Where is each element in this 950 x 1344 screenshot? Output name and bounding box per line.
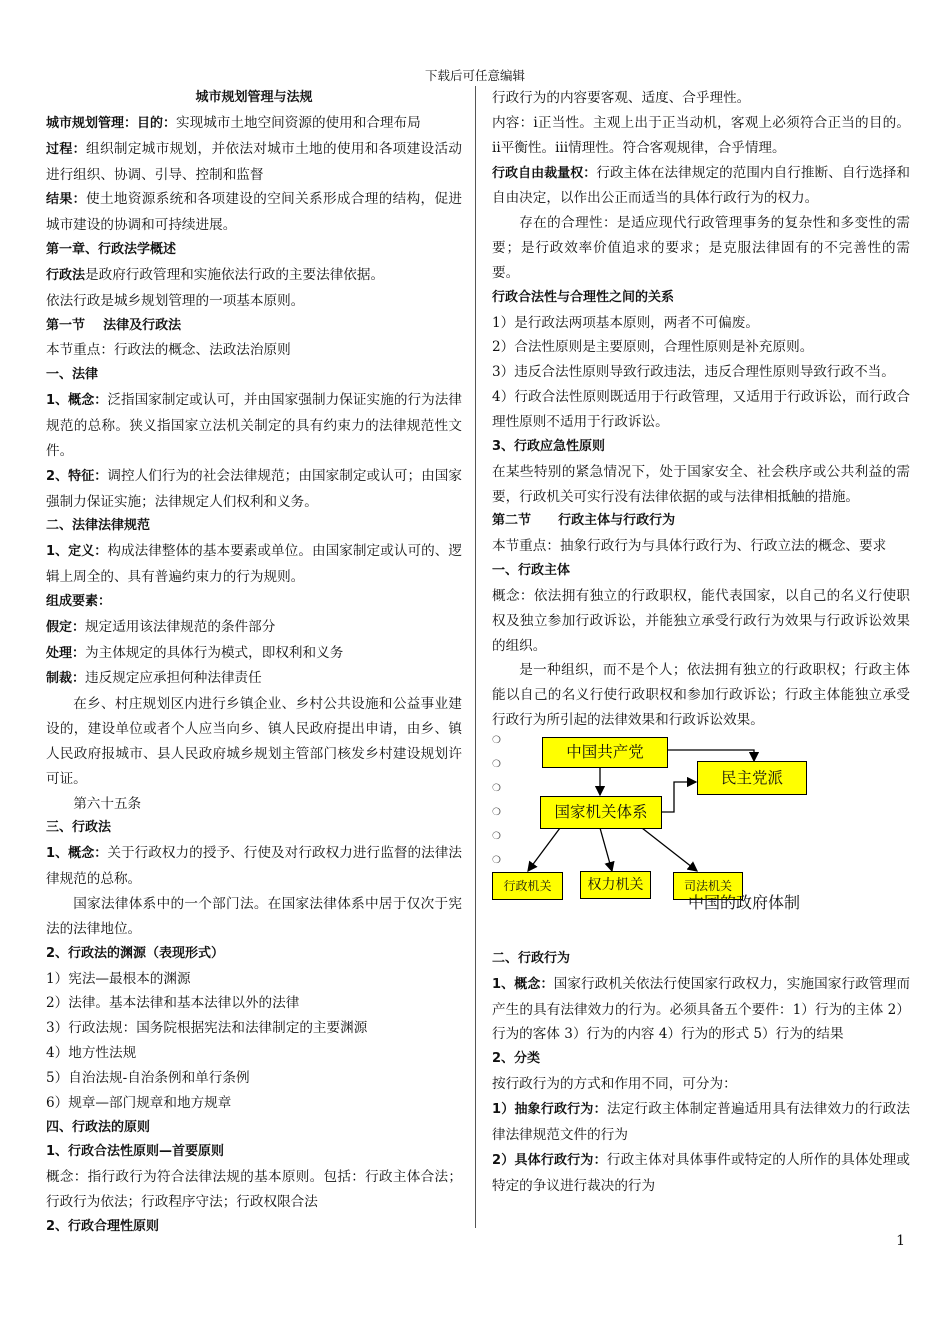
text: 违反规定应承担何种法律责任 <box>85 670 262 687</box>
bold-label: 2、特征： <box>46 468 108 484</box>
bold-label: 城市规划管理：目的： <box>46 115 177 131</box>
heading: 2、行政法的渊源（表现形式） <box>46 945 225 961</box>
text: 构成法律整体的基本要素或单位。由国家制定或认可的、逻辑上周全的、具有普遍约束力的行为规则。 <box>46 543 463 586</box>
text: 规定适用该法律规范的条件部分 <box>85 618 276 635</box>
bold-label: 1）抽象行政行为： <box>492 1102 607 1117</box>
heading: 二、行政行为 <box>492 950 571 966</box>
chapter-heading: 第一章、行政法学概述 <box>46 242 177 258</box>
heading: 行政合法性与合理性之间的关系 <box>492 289 675 305</box>
article-number: 第六十五条 <box>73 795 142 812</box>
paragraph <box>46 615 462 641</box>
heading: 二、法律法律规范 <box>46 518 151 534</box>
paragraph <box>46 464 462 515</box>
democratic-parties-box: 民主党派 <box>697 761 807 795</box>
paragraph: 国家法律体系中的一个部门法。在国家法律体系中居于仅次于宪法的法律地位。 <box>46 896 462 937</box>
bold-label: 过程： <box>46 141 87 157</box>
bold-label: 行政法 <box>46 267 86 283</box>
party-box: 中国共产党 <box>542 737 668 768</box>
bullet-icon: ❍ <box>492 854 501 866</box>
section-key-points: 本节重点：抽象行政行为与具体行政行为、行政立法的概念、要求 <box>492 538 887 555</box>
list-item: 4）行政合法性原则既适用于行政管理，又适用于行政诉讼，而行政合理性原则不适用于行政诉讼。 <box>492 389 910 430</box>
connector-arrow <box>528 828 560 871</box>
bold-label: 处理： <box>46 645 86 661</box>
text: 行政主体在法律规定的范围内自行推断、自行选择和自由决定，以作出公正而适当的具体行政行为的权力。 <box>492 164 910 207</box>
paragraph <box>492 972 910 1048</box>
left-column <box>46 86 462 1240</box>
text: 调控人们行为的社会法律规范；由国家制定或认可；由国家强制力保证实施；法律规定人们权利和义务。 <box>46 467 463 510</box>
heading: 1、行政合法性原则—首要原则 <box>46 1144 225 1160</box>
section-heading: 第一节 法律及行政法 <box>46 317 182 333</box>
list-item: 6）规章—部门规章和地方规章 <box>46 1094 232 1111</box>
section-key-points: 本节重点：行政法的概念、法政法治原则 <box>46 342 291 359</box>
list-item: 1）是行政法两项基本原则，两者不可偏废。 <box>492 314 759 331</box>
list-item: 1）宪法—最根本的渊源 <box>46 970 191 987</box>
government-system-diagram <box>492 735 910 947</box>
text: 泛指国家制定或认可，并由国家强制力保证实施的行为法律规范的总称。狭义指国家立法机关制定的具有约束力的法律规范性文件。 <box>46 392 463 459</box>
bullet-icon: ❍ <box>492 830 501 842</box>
connector-arrow <box>667 750 754 761</box>
paragraph <box>46 841 462 892</box>
list-item: 2）法律。基本法律和基本法律以外的法律 <box>46 995 300 1012</box>
bold-label: 结果： <box>46 192 87 208</box>
page-header: 下载后可任意编辑 <box>424 68 525 83</box>
bold-label: 2）具体行政行为： <box>492 1152 607 1168</box>
connector-arrow <box>600 828 612 871</box>
paragraph: 概念：依法拥有独立的行政职权，能代表国家，以自己的名义行使职权及独立参加行政诉讼，并能独立承受行政行为效果与行政诉讼效果的组织。 <box>492 587 910 654</box>
text: 使土地资源系统和各项建设的空间关系形成合理的结构，促进城市建设的协调和可持续进展。 <box>46 191 462 234</box>
state-organs-box: 国家机关体系 <box>540 796 662 829</box>
bullet-icon: ❍ <box>492 806 501 818</box>
paragraph <box>46 187 462 238</box>
paragraph <box>492 1148 910 1199</box>
connector-arrow <box>642 828 697 871</box>
bullet-icon: ❍ <box>492 758 501 770</box>
right-column <box>492 86 910 1198</box>
heading: 一、法律 <box>46 367 99 383</box>
list-item: 2）合法性原则是主要原则，合理性原则是补充原则。 <box>492 339 814 356</box>
heading: 四、行政法的原则 <box>46 1119 151 1135</box>
power-organ-box: 权力机关 <box>580 871 651 899</box>
bold-label: 1、概念： <box>46 393 108 409</box>
text: 是政府行政管理和实施依法行政的主要法律依据。 <box>85 266 385 283</box>
paragraph: 依法行政是城乡规划管理的一项基本原则。 <box>46 292 305 309</box>
heading: 2、分类 <box>492 1051 541 1067</box>
bold-label: 1、概念： <box>492 976 554 992</box>
judicial-organ-box: 司法机关 <box>673 872 743 900</box>
page-number: 1 <box>896 1233 905 1249</box>
text: 国家行政机关依法行使国家行政权力，实施国家行政管理而产生的具有法律效力的行为。必须具备五个要件：1）行为的主体 2）行为的客体 3）行为的内容 4）行为的形式 5）行为的结果 <box>492 975 911 1043</box>
diagram-caption: 中国的政府体制 <box>688 892 801 912</box>
paragraph <box>46 539 462 590</box>
bold-label: 制裁： <box>46 671 86 687</box>
list-item: 3）行政法规：国务院根据宪法和法律制定的主要渊源 <box>46 1020 368 1037</box>
paragraph <box>46 666 462 692</box>
bullet-icon: ❍ <box>492 734 501 746</box>
list-item: 5）自治法规-自治条例和单行条例 <box>46 1069 250 1086</box>
text: 关于行政权力的授予、行使及对行政权力进行监督的法律法律规范的总称。 <box>46 845 463 888</box>
bullet-icon: ❍ <box>492 782 501 794</box>
paragraph <box>46 137 462 188</box>
bold-label: 1、定义： <box>46 544 108 560</box>
bold-label: 1、概念： <box>46 846 108 862</box>
administrative-organ-box: 行政机关 <box>492 872 563 900</box>
text: 实现城市土地空间资源的使用和合理布局 <box>176 114 421 131</box>
paragraph: 按行政行为的方式和作用不同，可分为： <box>492 1076 737 1093</box>
text: 组织制定城市规划，并依法对城市土地的使用和各项建设活动进行组织、协调、引导、控制和监督 <box>46 140 462 183</box>
paragraph: 概念：指行政行为符合法律法规的基本原则。包括：行政主体合法；行政行为依法；行政程序守法；行政权限合法 <box>46 1169 462 1211</box>
section-heading: 第二节 行政主体与行政行为 <box>492 513 676 529</box>
paragraph <box>46 111 462 137</box>
list-item: 4）地方性法规 <box>46 1045 137 1062</box>
paragraph: 行政行为的内容要客观、适度、合乎理性。 <box>492 90 751 106</box>
list-item: 3）违反合法性原则导致行政违法，违反合理性原则导致行政不当。 <box>492 364 895 381</box>
heading: 2、行政合理性原则 <box>46 1218 160 1234</box>
paragraph: 内容：ⅰ正当性。主观上出于正当动机，客观上必须符合正当的目的。ⅱ平衡性。ⅲ情理性。符合客观规律，合乎情理。 <box>492 114 910 156</box>
heading: 组成要素： <box>46 593 112 609</box>
text: 为主体规定的具体行为模式，即权利和义务 <box>85 644 344 661</box>
paragraph <box>46 388 462 464</box>
paragraph <box>46 641 462 667</box>
column-divider <box>475 86 476 1228</box>
bold-label: 行政自由裁量权： <box>492 165 597 181</box>
heading: 一、行政主体 <box>492 563 571 579</box>
paragraph: 是一种组织，而不是个人；依法拥有独立的行政职权；行政主体能以自己的名义行使行政职权和参加行政诉讼；行政主体能独立承受行政行为所引起的法律效果和行政诉讼效果。 <box>492 662 910 729</box>
heading: 三、行政法 <box>46 820 112 836</box>
paragraph: 存在的合理性：是适应现代行政管理事务的复杂性和多变性的需要；是行政效率价值追求的要求；是克服法律固有的不完善性的需要。 <box>492 215 910 281</box>
heading: 3、行政应急性原则 <box>492 438 606 454</box>
paragraph <box>492 1097 910 1148</box>
bold-label: 假定： <box>46 619 86 635</box>
paragraph <box>46 263 462 289</box>
paragraph: 在乡、村庄规划区内进行乡镇企业、乡村公共设施和公益事业建设的，建设单位或者个人应当向乡、镇人民政府提出申请，由乡、镇人民政府报城市、县人民政府城乡规划主管部门核发乡村建设规划许可证。 <box>46 696 462 787</box>
document-title: 城市规划管理与法规 <box>195 90 313 105</box>
text: 行政主体对具体事件或特定的人所作的具体处理或特定的争议进行裁决的行为 <box>492 1151 911 1194</box>
paragraph: 在某些特别的紧急情况下，处于国家安全、社会秩序或公共利益的需要，行政机关可实行没有法律依据的或与法律相抵触的措施。 <box>492 463 910 505</box>
paragraph <box>492 161 910 212</box>
text: 法定行政主体制定普遍适用具有法律效力的行政法律法律规范文件的行为 <box>492 1101 911 1143</box>
